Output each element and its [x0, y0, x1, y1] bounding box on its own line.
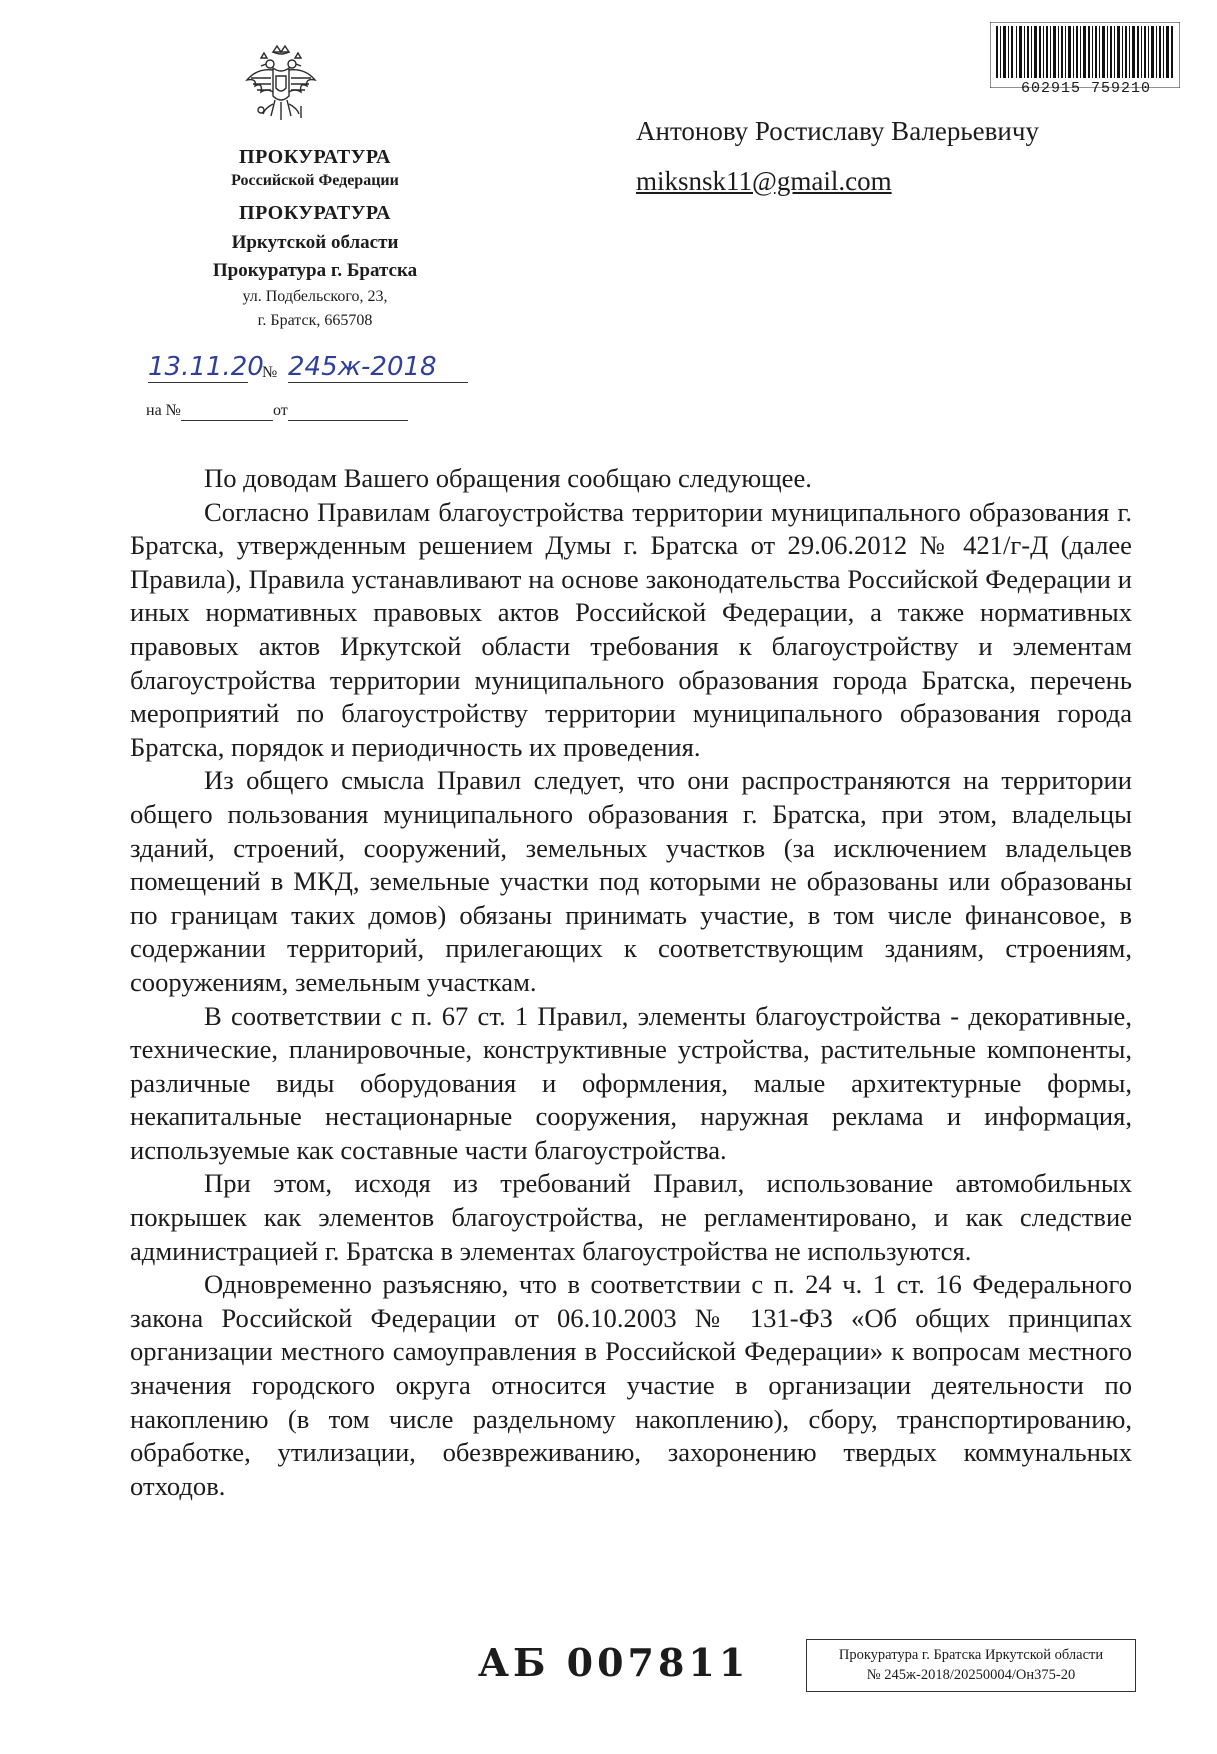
addressee-email[interactable]: miksnsk11@gmail.com — [636, 166, 892, 196]
body-paragraph: Согласно Правилам благоустройства территории муниципального образования г. Братска, утвержденным решением Думы г. Братска от 29.06.2012 № 421/г-Д (далее Правила), Правила устанавливают на основе законодательства Российской Федерации и иных нормативных правовых актов Российской Федерации, а также нормативных правовых актов Иркутской области требования к благоустройству и элементам благоустройства территории муниципального образования города Братска, перечень мероприятий по благоустройству территории муниципального образования города Братска, порядок и периодичность их проведения. — [130, 496, 1132, 762]
org-address-street: ул. Подбельского, 23, — [242, 288, 388, 305]
addressee-name: Антонову Ростиславу Валерьевичу — [636, 116, 1039, 146]
org-subtitle-russia: Российской Федерации — [231, 172, 399, 189]
letter-body — [130, 462, 1132, 1503]
reference-line — [146, 402, 408, 421]
org-address-city: г. Братск, 665708 — [257, 312, 373, 329]
registration-stamp — [806, 1639, 1136, 1692]
outgoing-number: 245ж-2018 — [288, 352, 468, 383]
reference-from: от — [272, 402, 288, 419]
reference-number-blank — [181, 402, 273, 421]
outgoing-number-sign: № — [262, 364, 278, 381]
body-paragraph: По доводам Вашего обращения сообщаю следующее. — [204, 463, 812, 493]
reference-date-blank — [288, 402, 408, 421]
org-title-prosecutor: ПРОКУРАТУРА — [239, 146, 391, 168]
barcode-number: 602915 759210 — [1020, 80, 1152, 97]
body-paragraph: Из общего смысла Правил следует, что они распространяются на территории общего пользования муниципального образования г. Братска, при этом, владельцы зданий, строений, сооружений, земельных участков (за исключением владельцев помещений в МКД, земельные участки под которыми не образованы или образованы по границам таких домов) обязаны принимать участие, в том числе финансовое, в содержании территорий, прилегающих к соответствующим зданиям, строениям, сооружениям, земельным участкам. — [130, 765, 1132, 997]
org-title-prosecutor-region: ПРОКУРАТУРА — [239, 202, 391, 224]
form-serial-number: АБ 007811 — [478, 1640, 750, 1685]
body-paragraph: При этом, исходя из требований Правил, использование автомобильных покрышек как элементов благоустройства, не регламентировано, и как следствие администрацией г. Братска в элементах благоустройства не используются. — [130, 1168, 1132, 1266]
barcode — [990, 22, 1180, 88]
reference-prefix: на № — [146, 402, 181, 419]
outgoing-date: 13.11.20 — [148, 352, 264, 382]
body-paragraph: Одновременно разъясняю, что в соответствии с п. 24 ч. 1 ст. 16 Федерального закона Российской Федерации от 06.10.2003 № 131-ФЗ «Об общих принципах организации местного самоуправления в Российской Федерации» к вопросам местного значения городского округа относится участие в организации деятельности по накоплению (в том числе раздельному накоплению), сбору, транспортированию, обработке, утилизации, обезвреживанию, захоронению твердых коммунальных отходов. — [130, 1269, 1132, 1501]
org-subtitle-region: Иркутской области — [231, 232, 399, 253]
coat-of-arms-icon — [243, 44, 319, 130]
registration-office: Прокуратура г. Братска Иркутской области — [838, 1647, 1104, 1663]
registration-number: № 245ж-2018/20250004/Он375-20 — [866, 1667, 1076, 1683]
body-paragraph: В соответствии с п. 67 ст. 1 Правил, элементы благоустройства - декоративные, технические, планировочные, конструктивные устройства, растительные компоненты, различные виды оборудования и оформления, малые архитектурные формы, некапитальные нестационарные сооружения, наружная реклама и информация, используемые как составные части благоустройства. — [130, 1000, 1132, 1165]
org-title-city: Прокуратура г. Братска — [212, 260, 418, 281]
